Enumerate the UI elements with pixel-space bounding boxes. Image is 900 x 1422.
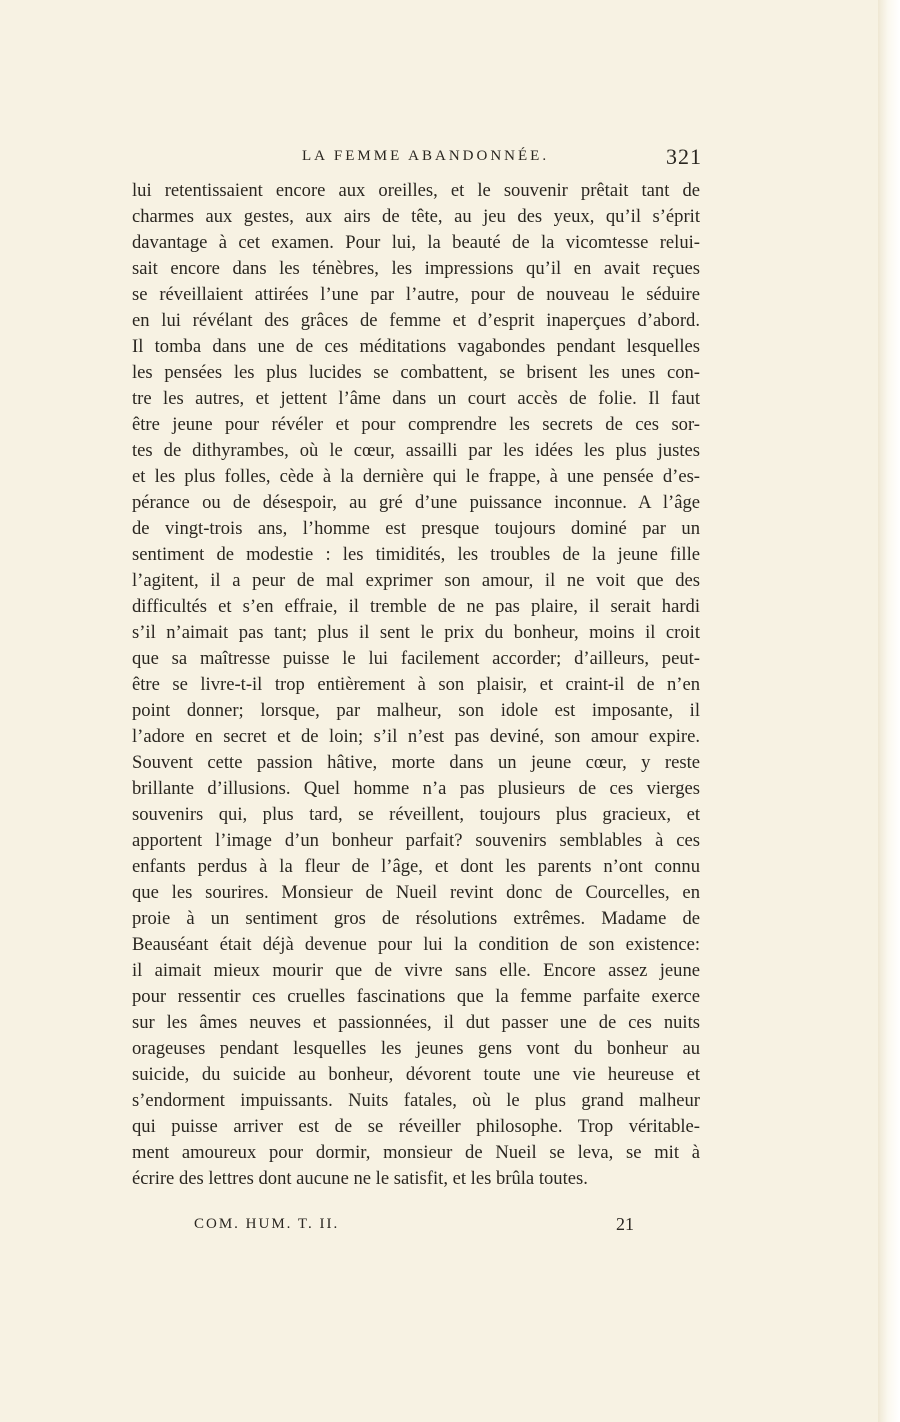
text-line: pour ressentir ces cruelles fascinations que la femme parfaite exerce — [132, 986, 700, 1007]
text-line: proie à un sentiment gros de résolutions extrêmes. Madame de — [132, 908, 700, 929]
text-line: qui puisse arriver est de se réveiller philosophe. Trop véritable- — [132, 1116, 700, 1137]
text-line: tre les autres, et jettent l’âme dans un court accès de folie. Il faut — [132, 388, 700, 409]
text-line: l’agitent, il a peur de mal exprimer son amour, il ne voit que des — [132, 570, 700, 591]
text-line: suicide, du suicide au bonheur, dévorent toute une vie heureuse et — [132, 1064, 700, 1085]
text-line: pérance ou de désespoir, au gré d’une puissance inconnue. A l’âge — [132, 492, 700, 513]
text-line-last: écrire des lettres dont aucune ne le satisfit, et les brûla toutes. — [132, 1168, 588, 1189]
text-line: point donner; lorsque, par malheur, son idole est imposante, il — [132, 700, 700, 721]
text-line: être se livre-t-il trop entièrement à son plaisir, et craint-il de n’en — [132, 674, 700, 695]
text-line: Il tomba dans une de ces méditations vagabondes pendant lesquelles — [132, 336, 700, 357]
text-line: sait encore dans les ténèbres, les impressions qu’il en avait reçues — [132, 258, 700, 279]
text-line: enfants perdus à la fleur de l’âge, et dont les parents n’ont connu — [132, 856, 700, 877]
text-line: s’il n’aimait pas tant; plus il sent le prix du bonheur, moins il croit — [132, 622, 700, 643]
text-line: sur les âmes neuves et passionnées, il dut passer une de ces nuits — [132, 1012, 700, 1033]
text-line: apportent l’image d’un bonheur parfait? souvenirs semblables à ces — [132, 830, 700, 851]
text-line: ment amoureux pour dormir, monsieur de Nueil se leva, se mit à — [132, 1142, 700, 1163]
text-line: s’endorment impuissants. Nuits fatales, où le plus grand malheur — [132, 1090, 700, 1111]
text-line: souvenirs qui, plus tard, se réveillent, toujours plus gracieux, et — [132, 804, 700, 825]
text-line: davantage à cet examen. Pour lui, la beauté de la vicomtesse relui- — [132, 232, 700, 253]
text-line: se réveillaient attirées l’une par l’autre, pour de nouveau le séduire — [132, 284, 700, 305]
running-header — [130, 144, 702, 174]
text-line: sentiment de modestie : les timidités, les troubles de la jeune fille — [132, 544, 700, 565]
text-line: orageuses pendant lesquelles les jeunes gens vont du bonheur au — [132, 1038, 700, 1059]
text-line: que sa maîtresse puisse le lui facilement accorder; d’ailleurs, peut- — [132, 648, 700, 669]
text-line: que les sourires. Monsieur de Nueil revint donc de Courcelles, en — [132, 882, 700, 903]
page-footer — [132, 1216, 700, 1242]
text-line: Beauséant était déjà devenue pour lui la condition de son existence: — [132, 934, 700, 955]
signature-mark: COM. HUM. T. II. — [194, 1216, 340, 1232]
text-line: de vingt-trois ans, l’homme est presque toujours dominé par un — [132, 518, 700, 539]
text-line: être jeune pour révéler et pour comprendre les secrets de ces sor- — [132, 414, 700, 435]
text-line: charmes aux gestes, aux airs de tête, au jeu des yeux, qu’il s’éprit — [132, 206, 700, 227]
text-line: les pensées les plus lucides se combattent, se brisent les unes con- — [132, 362, 700, 383]
body-text — [132, 178, 700, 1192]
text-line: tes de dithyrambes, où le cœur, assailli par les idées les plus justes — [132, 440, 700, 461]
text-line: en lui révélant des grâces de femme et d’esprit inaperçues d’abord. — [132, 310, 700, 331]
text-line: l’adore en secret et de loin; s’il n’est pas deviné, son amour expire. — [132, 726, 700, 747]
running-title: LA FEMME ABANDONNÉE. — [302, 148, 550, 164]
text-line: difficultés et s’en effraie, il tremble de ne pas plaire, il serait hardi — [132, 596, 700, 617]
text-line: il aimait mieux mourir que de vivre sans elle. Encore assez jeune — [132, 960, 700, 981]
signature-number: 21 — [616, 1214, 634, 1234]
page-number: 321 — [666, 144, 702, 169]
text-line: lui retentissaient encore aux oreilles, et le souvenir prêtait tant de — [132, 180, 700, 201]
page-edge — [878, 0, 900, 1422]
text-line: Souvent cette passion hâtive, morte dans un jeune cœur, y reste — [132, 752, 700, 773]
text-line: et les plus folles, cède à la dernière qui le frappe, à une pensée d’es- — [132, 466, 700, 487]
text-line: brillante d’illusions. Quel homme n’a pas plusieurs de ces vierges — [132, 778, 700, 799]
